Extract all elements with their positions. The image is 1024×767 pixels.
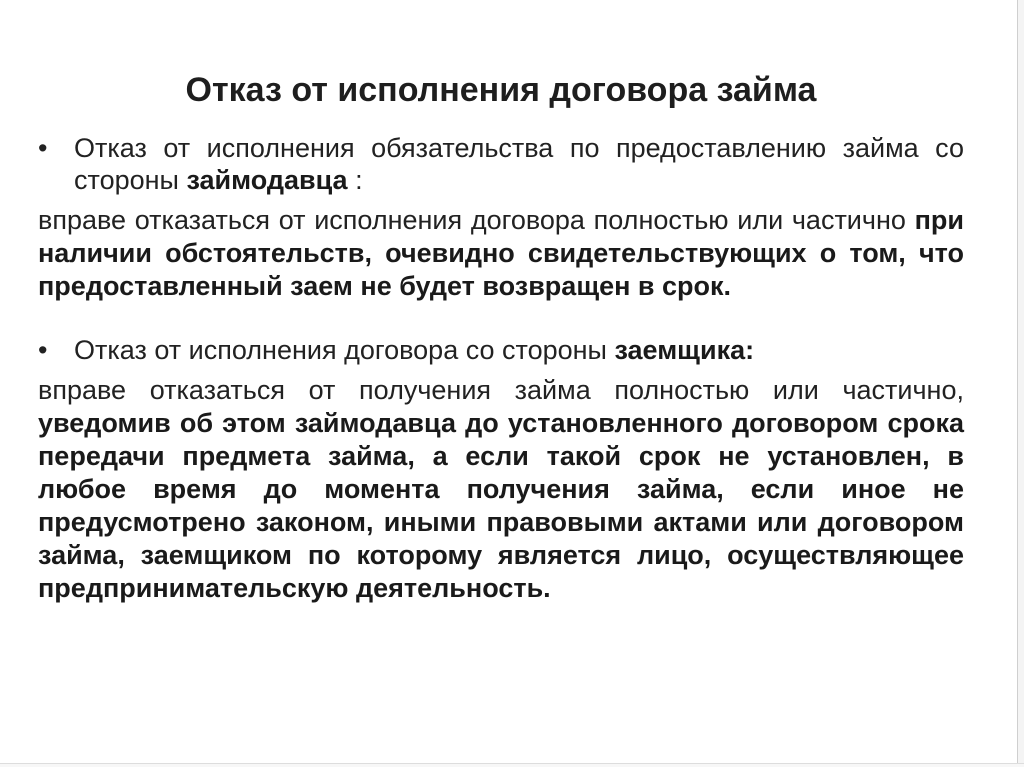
paragraph-bold: при наличии обстоятельств, очевидно свидетельствующих о том, что предоставленный заем не будет возвращен в срок. [38, 205, 964, 301]
slide-frame-right-edge [1017, 0, 1024, 767]
bullet-item-lender [38, 132, 964, 196]
slide-title: Отказ от исполнения договора займа [185, 71, 817, 109]
paragraph-plain: вправе отказаться от исполнения договора полностью или частично [38, 205, 915, 235]
paragraph-lender-right [38, 204, 964, 303]
bullet-item-borrower [38, 334, 964, 366]
bullet-text-plain: Отказ от исполнения договора со стороны [74, 335, 615, 365]
bullet-text-lender [74, 132, 964, 196]
section-spacer [38, 303, 964, 334]
paragraph-borrower-right [38, 374, 964, 605]
slide-content [38, 60, 964, 605]
bullet-text-plain: Отказ от исполнения обязательства по предоставлению займа со стороны [74, 133, 964, 195]
bullet-text-bold: займодавца [186, 165, 348, 195]
paragraph-plain: вправе отказаться от получения займа полностью или частично, [38, 375, 964, 405]
slide-frame-bottom-edge [0, 763, 1024, 767]
bullet-marker: • [38, 335, 48, 365]
bullet-text-borrower [74, 334, 964, 366]
bullet-marker: • [38, 133, 48, 163]
bullet-text-end: : [347, 165, 363, 195]
paragraph-bold: уведомив об этом займодавца до установленного договором срока передачи предмета займа, а если такой срок не установлен, в любое время до момента получения займа, если иное не предусмотрено законом, иными правовыми актами или договором займа, заемщиком по которому является лицо, осуществляющее предпринимательскую деятельность. [38, 408, 964, 603]
bullet-text-bold: заемщика: [614, 335, 755, 365]
